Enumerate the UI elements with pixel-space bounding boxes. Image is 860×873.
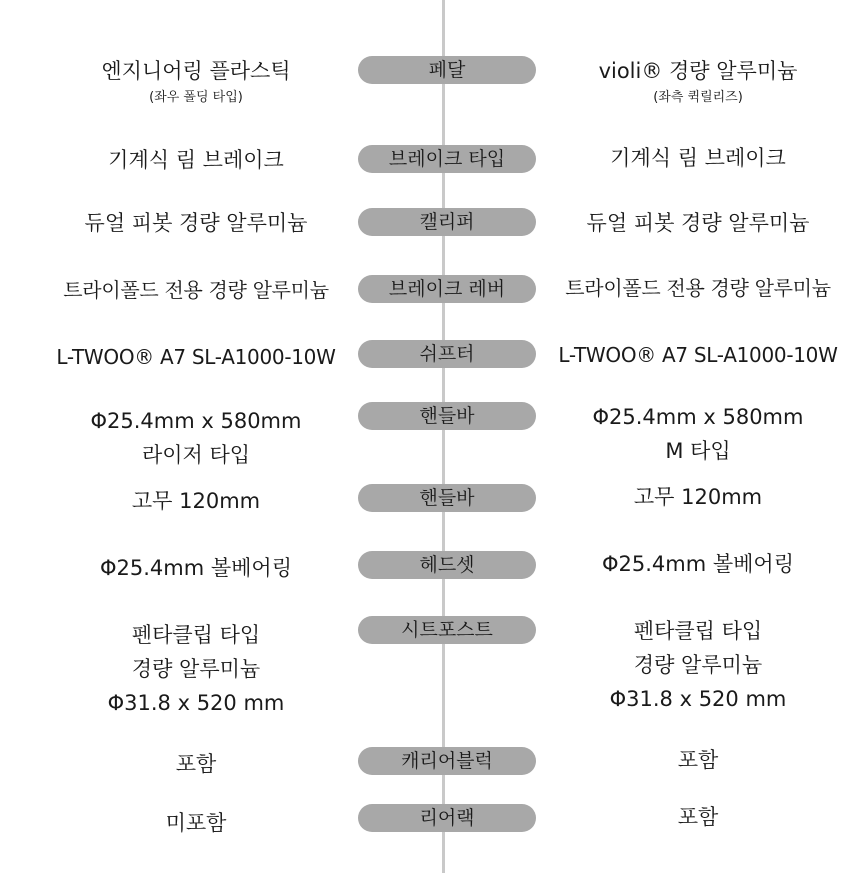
category-pill-rear-rack: 리어랙: [358, 804, 536, 832]
right-spec: [536, 743, 860, 777]
left-spec-line: 트라이폴드 전용 경량 알루미늄: [63, 278, 329, 302]
left-spec: [20, 618, 372, 720]
right-spec-line: 경량 알루미늄: [633, 653, 763, 677]
right-spec: [536, 614, 860, 716]
right-spec-line: M 타입: [665, 439, 731, 463]
right-spec-line: Φ31.8 x 520 mm: [609, 687, 787, 711]
category-pill-grip: 핸들바: [358, 484, 536, 512]
right-spec: [536, 480, 860, 514]
category-pill-seatpost: 시트포스트: [358, 616, 536, 644]
right-spec: [536, 271, 860, 305]
right-spec-line: Φ25.4mm 볼베어링: [601, 552, 795, 576]
right-spec-note: (좌측 퀵릴리즈): [653, 90, 743, 105]
left-spec-note: (좌우 폴딩 타입): [149, 90, 243, 105]
left-spec-line: 미포함: [165, 811, 227, 835]
category-pill-handlebar: 핸들바: [358, 402, 536, 430]
left-spec: [20, 206, 372, 240]
right-spec: [536, 547, 860, 581]
left-spec: [20, 143, 372, 177]
right-spec: [536, 800, 860, 834]
left-spec-line: L-TWOO® A7 SL-A1000-10W: [56, 345, 336, 369]
right-spec-line: 포함: [677, 748, 719, 772]
category-pill-caliper: 캘리퍼: [358, 208, 536, 236]
category-pill-carrier-block: 캐리어블럭: [358, 747, 536, 775]
right-spec-line: violi® 경량 알루미늄: [598, 59, 798, 83]
category-pill-pedal: 페달: [358, 56, 536, 84]
right-spec-line: L-TWOO® A7 SL-A1000-10W: [558, 343, 838, 367]
left-spec-line: 듀얼 피봇 경량 알루미늄: [84, 211, 308, 235]
right-spec-line: 포함: [677, 805, 719, 829]
right-spec-line: 기계식 림 브레이크: [610, 146, 786, 170]
left-spec: [20, 404, 372, 472]
left-spec-line: 엔지니어링 플라스틱: [101, 59, 291, 83]
left-spec: [20, 273, 372, 307]
left-spec: [20, 551, 372, 585]
left-spec-line: 고무 120mm: [131, 489, 261, 513]
category-pill-brake-type: 브레이크 타입: [358, 145, 536, 173]
right-spec-line: 트라이폴드 전용 경량 알루미늄: [565, 276, 831, 300]
left-spec: [20, 747, 372, 781]
right-spec-line: Φ25.4mm x 580mm: [592, 405, 804, 429]
right-spec: [536, 338, 860, 372]
category-pill-shifter: 쉬프터: [358, 340, 536, 368]
left-spec-line: 경량 알루미늄: [131, 657, 261, 681]
left-spec: [20, 54, 372, 106]
category-pill-brake-lever: 브레이크 레버: [358, 275, 536, 303]
right-spec-line: 고무 120mm: [633, 485, 763, 509]
left-spec-line: 라이저 타입: [141, 443, 251, 467]
category-pill-headset: 헤드셋: [358, 551, 536, 579]
right-spec: [536, 141, 860, 175]
left-spec-line: 펜타클립 타입: [131, 623, 261, 647]
left-spec: [20, 340, 372, 374]
right-spec-line: 듀얼 피봇 경량 알루미늄: [586, 211, 810, 235]
center-divider: [442, 0, 445, 873]
left-spec-line: Φ31.8 x 520 mm: [107, 691, 285, 715]
left-spec-line: 기계식 림 브레이크: [108, 148, 284, 172]
left-spec-line: Φ25.4mm x 580mm: [90, 409, 302, 433]
left-spec-line: Φ25.4mm 볼베어링: [99, 556, 293, 580]
right-spec-line: 펜타클립 타입: [633, 619, 763, 643]
right-spec: [536, 206, 860, 240]
right-spec: [536, 400, 860, 468]
left-spec: [20, 806, 372, 840]
right-spec: [536, 54, 860, 106]
left-spec: [20, 484, 372, 518]
left-spec-line: 포함: [175, 752, 217, 776]
